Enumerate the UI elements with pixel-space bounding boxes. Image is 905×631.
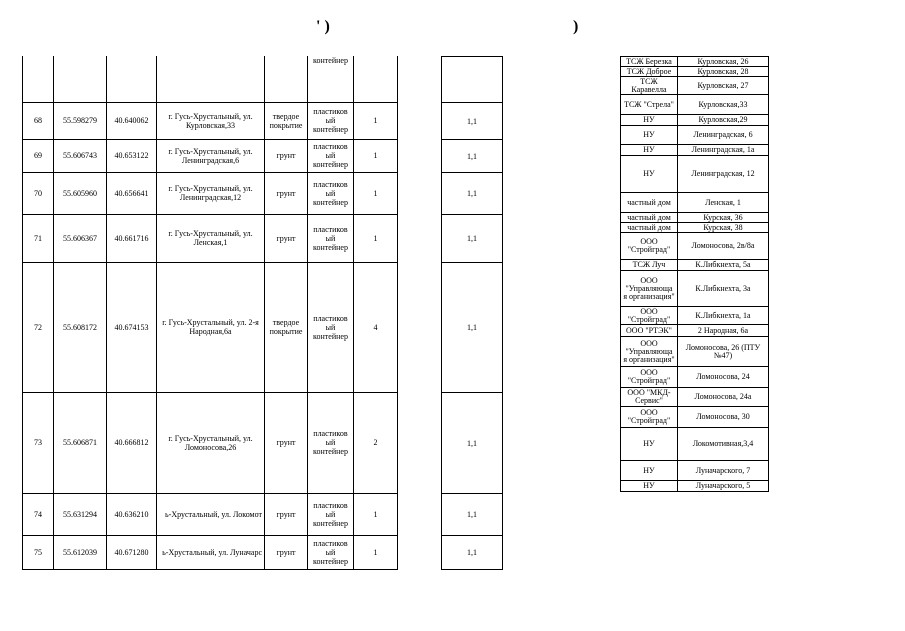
table-row <box>442 536 503 570</box>
table-row <box>23 139 398 172</box>
table-row <box>442 393 503 494</box>
owner-org: частный дом <box>621 223 678 233</box>
cell-count: 2 <box>354 392 398 493</box>
table-row <box>621 95 769 115</box>
table-row <box>23 102 398 139</box>
table-row <box>621 156 769 193</box>
table-row <box>621 67 769 77</box>
cell-addr: г. Гусь-Хрустальный, ул. Ленинградская,12 <box>157 172 265 214</box>
table-row <box>442 173 503 215</box>
table-row <box>621 213 769 223</box>
table-row <box>621 407 769 428</box>
owner-addr: Ломоносова, 26 (ПТУ №47) <box>678 337 769 367</box>
cell-lat: 55.608172 <box>54 262 107 392</box>
cell-type: пластиков ый контейнер <box>308 139 354 172</box>
owner-addr: Курская, 38 <box>678 223 769 233</box>
owner-addr: Ломоносова, 2в/8а <box>678 233 769 260</box>
owner-org: НУ <box>621 461 678 481</box>
owner-addr: Курловская,29 <box>678 115 769 126</box>
table-row <box>23 56 398 102</box>
owner-org: ТСЖ Луч <box>621 260 678 271</box>
table-row <box>23 172 398 214</box>
table-row <box>23 214 398 262</box>
table-row <box>621 115 769 126</box>
cell-surface: грунт <box>265 493 308 535</box>
cell-surface: грунт <box>265 214 308 262</box>
table-row <box>621 388 769 407</box>
owner-addr: Луначарского, 7 <box>678 461 769 481</box>
cell-n: 75 <box>23 535 54 569</box>
table-row <box>621 325 769 337</box>
cell-n: 73 <box>23 392 54 493</box>
cell-lat: 55.606367 <box>54 214 107 262</box>
cell-addr: г. Гусь-Хрустальный, ул. Ленская,1 <box>157 214 265 262</box>
cell-lon: 40.636210 <box>107 493 157 535</box>
owner-org: ООО "РТЭК" <box>621 325 678 337</box>
cell-lon: 40.671280 <box>107 535 157 569</box>
cell-surface: грунт <box>265 139 308 172</box>
owner-addr: Локомотивная,3,4 <box>678 428 769 461</box>
cell-count: 1 <box>354 139 398 172</box>
table-row <box>442 215 503 263</box>
owner-addr: К.Либкнехта, 5а <box>678 260 769 271</box>
cell-count: 1 <box>354 493 398 535</box>
cell-addr: ь-Хрустальный, ул. Локомот <box>157 493 265 535</box>
cell-lon: 40.640062 <box>107 102 157 139</box>
owner-org: ТСЖ Доброе <box>621 67 678 77</box>
owner-addr: Ленская, 1 <box>678 193 769 213</box>
table-row <box>23 392 398 493</box>
owner-org: ООО "Стройград" <box>621 407 678 428</box>
cell-count: 1 <box>354 172 398 214</box>
table-row <box>442 140 503 173</box>
table-row <box>621 337 769 367</box>
table-row <box>442 494 503 536</box>
container-sites-table <box>22 56 398 570</box>
cell-surface: грунт <box>265 535 308 569</box>
cell-volume: 1,1 <box>442 140 503 173</box>
cell-surface: твердое покрытие <box>265 102 308 139</box>
owner-addr: Курская, 36 <box>678 213 769 223</box>
cell-n: 68 <box>23 102 54 139</box>
owner-addr: Курловская, 26 <box>678 57 769 67</box>
owner-org: ООО "Стройград" <box>621 307 678 325</box>
volume-table <box>441 56 503 570</box>
table-row <box>621 271 769 307</box>
cell-volume: 1,1 <box>442 263 503 393</box>
cell-addr: г. Гусь-Хрустальный, ул. Курловская,33 <box>157 102 265 139</box>
cell-lon: 40.653122 <box>107 139 157 172</box>
owner-addr: Курловская, 28 <box>678 67 769 77</box>
cell-lat: 55.606871 <box>54 392 107 493</box>
cell-addr: ь-Хрустальный, ул. Луначарс <box>157 535 265 569</box>
table-row <box>621 367 769 388</box>
owner-org: ООО "Управляюща я организация" <box>621 271 678 307</box>
owner-addr: Ленинградская, 12 <box>678 156 769 193</box>
owner-org: ООО "Стройград" <box>621 233 678 260</box>
cell-volume: 1,1 <box>442 103 503 140</box>
table-row <box>442 263 503 393</box>
table-row <box>621 57 769 67</box>
table-row <box>621 428 769 461</box>
cell-type: пластиков ый контейнер <box>308 172 354 214</box>
cell-volume: 1,1 <box>442 215 503 263</box>
table-row <box>621 461 769 481</box>
cell-surface: грунт <box>265 392 308 493</box>
cell-type: пластиков ый контейнер <box>308 262 354 392</box>
cell-type: пластиков ый контейнер <box>308 392 354 493</box>
owner-org: НУ <box>621 126 678 145</box>
owner-org: НУ <box>621 115 678 126</box>
cell-lon: 40.666812 <box>107 392 157 493</box>
cell-volume: 1,1 <box>442 536 503 570</box>
table-row <box>442 103 503 140</box>
owner-addr: Луначарского, 5 <box>678 481 769 492</box>
scan-mark-left: ' ) <box>316 18 330 35</box>
table-row <box>23 493 398 535</box>
cell-count: 4 <box>354 262 398 392</box>
owner-addr: Ломоносова, 30 <box>678 407 769 428</box>
table-row <box>23 262 398 392</box>
table-row <box>621 307 769 325</box>
owner-org: частный дом <box>621 193 678 213</box>
cell-count: 1 <box>354 102 398 139</box>
cell-n: 69 <box>23 139 54 172</box>
table-row <box>621 145 769 156</box>
cell-surface: грунт <box>265 172 308 214</box>
cell-lon: 40.656641 <box>107 172 157 214</box>
cell-type: пластиков ый контейнер <box>308 102 354 139</box>
cell-n: 72 <box>23 262 54 392</box>
cell-volume: 1,1 <box>442 393 503 494</box>
owner-org: ТСЖ Березка <box>621 57 678 67</box>
cell-surface: твердое покрытие <box>265 262 308 392</box>
owner-org: ТСЖ "Стрела" <box>621 95 678 115</box>
owner-org: НУ <box>621 145 678 156</box>
owner-org: НУ <box>621 481 678 492</box>
scan-mark-right: ) <box>573 18 579 35</box>
table-row <box>23 535 398 569</box>
owner-addr: К.Либкнехта, 3а <box>678 271 769 307</box>
cell-addr: г. Гусь-Хрустальный, ул. Ломоносова,26 <box>157 392 265 493</box>
owner-org: ТСЖ Каравелла <box>621 77 678 95</box>
owner-addr: 2 Народная, 6а <box>678 325 769 337</box>
cell-volume: 1,1 <box>442 173 503 215</box>
cell-n: 71 <box>23 214 54 262</box>
cell-lon: 40.674153 <box>107 262 157 392</box>
table-row <box>621 233 769 260</box>
owner-org: НУ <box>621 428 678 461</box>
owner-org: ООО "Управляюща я организация" <box>621 337 678 367</box>
cell-addr: г. Гусь-Хрустальный, ул. Ленинградская,6 <box>157 139 265 172</box>
owner-addr: Ленинградская, 6 <box>678 126 769 145</box>
cell-volume: 1,1 <box>442 494 503 536</box>
owner-addr: Курловская,33 <box>678 95 769 115</box>
owners-table <box>620 56 769 492</box>
cell-count: 1 <box>354 214 398 262</box>
table-row <box>621 223 769 233</box>
table-row <box>621 260 769 271</box>
cell-lat: 55.598279 <box>54 102 107 139</box>
table-row <box>621 77 769 95</box>
owner-org: частный дом <box>621 213 678 223</box>
owner-addr: Ломоносова, 24а <box>678 388 769 407</box>
cell-type: пластиков ый контейнер <box>308 214 354 262</box>
container-type-cell: контейнер <box>308 56 354 102</box>
cell-count: 1 <box>354 535 398 569</box>
table-row <box>621 481 769 492</box>
owner-org: ООО "МКД-Сервис" <box>621 388 678 407</box>
cell-lat: 55.605960 <box>54 172 107 214</box>
cell-lat: 55.606743 <box>54 139 107 172</box>
table-row <box>621 126 769 145</box>
cell-n: 70 <box>23 172 54 214</box>
cell-type: пластиков ый контейнер <box>308 493 354 535</box>
cell-type: пластиков ый контейнер <box>308 535 354 569</box>
cell-lat: 55.612039 <box>54 535 107 569</box>
cell-lat: 55.631294 <box>54 493 107 535</box>
owner-addr: К.Либкнехта, 1а <box>678 307 769 325</box>
table-row <box>621 193 769 213</box>
owner-org: НУ <box>621 156 678 193</box>
owner-org: ООО "Стройград" <box>621 367 678 388</box>
cell-addr: г. Гусь-Хрустальный, ул. 2-я Народная,6а <box>157 262 265 392</box>
owner-addr: Курловская, 27 <box>678 77 769 95</box>
cell-n: 74 <box>23 493 54 535</box>
cell-lon: 40.661716 <box>107 214 157 262</box>
owner-addr: Ломоносова, 24 <box>678 367 769 388</box>
owner-addr: Ленинградская, 1а <box>678 145 769 156</box>
